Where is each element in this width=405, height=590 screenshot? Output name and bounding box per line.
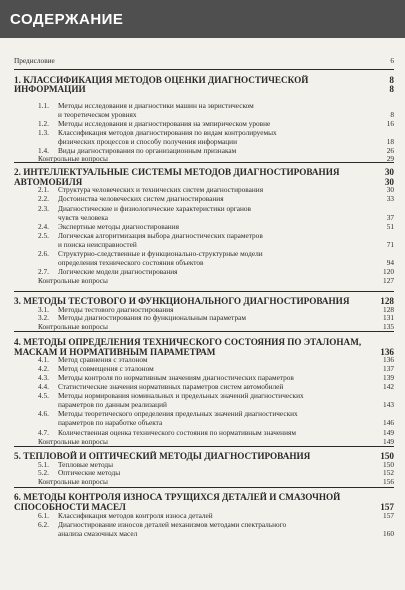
toc-entry-page: 142 bbox=[383, 382, 394, 391]
toc-entry bbox=[14, 111, 394, 119]
toc-entry-number: 3.2. bbox=[38, 313, 49, 322]
toc-entry-text: Методы исследования и диагностики машин на эвристическом bbox=[58, 102, 254, 110]
chapter-divider bbox=[14, 69, 394, 70]
toc-entry bbox=[14, 84, 394, 94]
toc-entry bbox=[14, 323, 394, 331]
toc-entry-text: Экспертные методы диагностирования bbox=[58, 223, 179, 231]
toc-entry-text: Методы исследования и диагностирования на эмпирическом уровне bbox=[58, 120, 271, 128]
toc-entry-number: 1.3. bbox=[38, 128, 49, 137]
toc-entry-number: 4.6. bbox=[38, 409, 49, 418]
chapter-divider bbox=[14, 331, 394, 332]
toc-entry bbox=[14, 383, 394, 391]
toc-entry bbox=[14, 102, 394, 110]
toc-entry-number: 2.5. bbox=[38, 231, 49, 240]
toc-entry-number: 1.1. bbox=[38, 101, 49, 110]
toc-entry bbox=[14, 167, 394, 177]
toc-entry-page: 149 bbox=[383, 437, 394, 446]
toc-entry-page: 156 bbox=[383, 477, 394, 486]
toc-entry bbox=[14, 492, 394, 502]
toc-entry-page: 8 bbox=[389, 75, 394, 85]
toc-entry-text: и теоретическом уровнях bbox=[58, 111, 137, 119]
toc-entry bbox=[14, 147, 394, 155]
toc-entry-text: Методы нормирования номинальных и предельных значений диагностических bbox=[58, 392, 304, 400]
toc-entry-text: определения технического состояния объектов bbox=[58, 259, 204, 267]
toc-entry bbox=[14, 365, 394, 373]
toc-entry-page: 146 bbox=[383, 418, 394, 427]
toc-entry-number: 1.4. bbox=[38, 146, 49, 155]
toc-entry-text: МАСКАМ И НОРМАТИВНЫМ ПАРАМЕТРАМ bbox=[14, 347, 216, 357]
toc-entry-page: 152 bbox=[383, 468, 394, 477]
toc-entry-page: 94 bbox=[386, 258, 394, 267]
toc-entry-page: 143 bbox=[383, 400, 394, 409]
toc-entry-text: Логические модели диагностирования bbox=[58, 268, 178, 276]
toc-entry-page: 137 bbox=[383, 364, 394, 373]
toc-entry-text: Структурно-следственные и функционально-структурные модели bbox=[58, 250, 263, 258]
toc-entry bbox=[14, 478, 394, 486]
toc-entry-page: 51 bbox=[386, 222, 394, 231]
toc-entry-number: 2.1. bbox=[38, 185, 49, 194]
toc-entry bbox=[14, 205, 394, 213]
toc-entry-page: 6 bbox=[390, 56, 394, 65]
toc-entry-number: 4.2. bbox=[38, 364, 49, 373]
toc-entry-text: физических процессов и способу получения информации bbox=[58, 138, 237, 146]
toc-entry-page: 157 bbox=[383, 511, 394, 520]
toc-entry bbox=[14, 356, 394, 364]
toc-entry bbox=[14, 223, 394, 231]
toc-entry-text: Тепловые методы bbox=[58, 461, 114, 469]
toc-entry bbox=[14, 186, 394, 194]
toc-entry bbox=[14, 521, 394, 529]
toc-entry-text: Количественная оценка технического состояния по нормативным значениям bbox=[58, 429, 296, 437]
toc-entry-page: 8 bbox=[390, 110, 394, 119]
toc-entry-page: 29 bbox=[386, 154, 394, 163]
toc-entry-text: 6. МЕТОДЫ КОНТРОЛЯ ИЗНОСА ТРУЩИХСЯ ДЕТАЛЕЙ И СМАЗОЧНОЙ bbox=[14, 492, 341, 502]
toc-entry bbox=[14, 429, 394, 437]
toc-entry-number: 5.2. bbox=[38, 468, 49, 477]
toc-entry-page: 136 bbox=[383, 355, 394, 364]
toc-entry-text: Диагностические и физиологические характеристики органов bbox=[58, 205, 251, 213]
toc-entry-number: 4.5. bbox=[38, 391, 49, 400]
toc-entry-page: 128 bbox=[383, 305, 394, 314]
toc-entry-number: 2.2. bbox=[38, 194, 49, 203]
toc-entry-number: 4.1. bbox=[38, 355, 49, 364]
toc-entry bbox=[14, 419, 394, 427]
toc-entry bbox=[14, 401, 394, 409]
toc-entry bbox=[14, 306, 394, 314]
toc-entry-page: 150 bbox=[383, 460, 394, 469]
toc-entry-number: 4.3. bbox=[38, 373, 49, 382]
toc-entry-text: Виды диагностирования по организационным признакам bbox=[58, 147, 237, 155]
toc-entry bbox=[14, 451, 394, 461]
toc-entry-text: Классификация методов контроля износа деталей bbox=[58, 512, 213, 520]
header-bar bbox=[0, 0, 405, 38]
toc-entry bbox=[14, 502, 394, 512]
toc-entry-text: Контрольные вопросы bbox=[38, 478, 108, 486]
toc-entry-page: 127 bbox=[383, 276, 394, 285]
toc-entry-text: анализа смазочных масел bbox=[58, 530, 138, 538]
toc-entry bbox=[14, 469, 394, 477]
toc-entry-page: 37 bbox=[386, 213, 394, 222]
toc-entry-page: 135 bbox=[383, 322, 394, 331]
toc-entry-text: Структура человеческих и технических систем диагностирования bbox=[58, 186, 264, 194]
toc-entry bbox=[14, 57, 394, 65]
toc-entry bbox=[14, 374, 394, 382]
toc-entry-page: 30 bbox=[386, 185, 394, 194]
toc-entry bbox=[14, 296, 394, 306]
toc-entry bbox=[14, 155, 394, 163]
toc-entry-text: Достоинства человеческих систем диагностирования bbox=[58, 195, 224, 203]
toc-entry-page: 8 bbox=[389, 84, 394, 94]
toc-entry-text: Контрольные вопросы bbox=[38, 155, 108, 163]
toc-entry-page: 136 bbox=[380, 347, 394, 357]
toc-entry-text: 4. МЕТОДЫ ОПРЕДЕЛЕНИЯ ТЕХНИЧЕСКОГО СОСТОЯНИЯ ПО ЭТАЛОНАМ, bbox=[14, 337, 362, 347]
toc-entry bbox=[14, 232, 394, 240]
toc-entry bbox=[14, 512, 394, 520]
toc-entry-text: параметров по наработке объекта bbox=[58, 419, 163, 427]
toc-entry bbox=[14, 138, 394, 146]
toc-entry-text: Контрольные вопросы bbox=[38, 323, 108, 331]
toc-entry-number: 1.2. bbox=[38, 119, 49, 128]
toc-entry-number: 6.1. bbox=[38, 511, 49, 520]
toc-entry-text: Предисловие bbox=[14, 57, 55, 65]
toc-entry bbox=[14, 530, 394, 538]
toc-entry-page: 30 bbox=[384, 177, 394, 187]
toc-entry bbox=[14, 277, 394, 285]
toc-entry-text: Методы теоретического определения предельных значений диагностических bbox=[58, 410, 298, 418]
toc-entry-page: 149 bbox=[383, 428, 394, 437]
toc-entry-page: 16 bbox=[386, 119, 394, 128]
toc-entry bbox=[14, 120, 394, 128]
toc-entry-page: 71 bbox=[386, 240, 394, 249]
chapter-divider bbox=[14, 291, 394, 292]
toc-entry-text: СПОСОБНОСТИ МАСЕЛ bbox=[14, 502, 126, 512]
toc-entry-text: 3. МЕТОДЫ ТЕСТОВОГО И ФУНКЦИОНАЛЬНОГО ДИАГНОСТИРОВАНИЯ bbox=[14, 296, 350, 306]
toc-entry bbox=[14, 259, 394, 267]
toc-entry-text: 1. КЛАССИФИКАЦИЯ МЕТОДОВ ОЦЕНКИ ДИАГНОСТИЧЕСКОЙ bbox=[14, 75, 309, 85]
toc-entry-text: Диагностирование износов деталей механизмов методами спектрального bbox=[58, 521, 287, 529]
chapter-divider bbox=[14, 446, 394, 447]
toc-entry-text: Логическая алгоритмизация выбора диагностических параметров bbox=[58, 232, 263, 240]
toc-entry-text: Метод совмещения с эталоном bbox=[58, 365, 154, 373]
toc-entry-number: 6.2. bbox=[38, 520, 49, 529]
toc-entry-text: Статистические значения нормативных параметров систем автомобилей bbox=[58, 383, 284, 391]
toc-entry bbox=[14, 410, 394, 418]
toc-entry-number: 4.4. bbox=[38, 382, 49, 391]
toc-entry-page: 26 bbox=[386, 146, 394, 155]
toc-entry-page: 120 bbox=[383, 267, 394, 276]
toc-entry-number: 3.1. bbox=[38, 305, 49, 314]
toc-entry bbox=[14, 214, 394, 222]
toc-entry-page: 150 bbox=[380, 451, 394, 461]
toc-entry-page: 128 bbox=[380, 296, 394, 306]
toc-entry bbox=[14, 314, 394, 322]
toc-entry-number: 2.4. bbox=[38, 222, 49, 231]
toc-entry bbox=[14, 241, 394, 249]
toc-entry-text: Метод сравнения с эталоном bbox=[58, 356, 148, 364]
toc-entry-text: чувств человека bbox=[58, 214, 108, 222]
toc-entry-page: 33 bbox=[386, 194, 394, 203]
toc-entry-page: 131 bbox=[383, 313, 394, 322]
toc-entry-text: Оптические методы bbox=[58, 469, 121, 477]
toc-entry bbox=[14, 438, 394, 446]
toc-entry-number: 2.6. bbox=[38, 249, 49, 258]
toc-entry-text: 5. ТЕПЛОВОЙ И ОПТИЧЕСКИЙ МЕТОДЫ ДИАГНОСТИРОВАНИЯ bbox=[14, 451, 311, 461]
chapter-divider bbox=[14, 487, 394, 488]
toc-entry-text: параметров по данным реализаций bbox=[58, 401, 167, 409]
toc-entry-text: 2. ИНТЕЛЛЕКТУАЛЬНЫЕ СИСТЕМЫ МЕТОДОВ ДИАГНОСТИРОВАНИЯ bbox=[14, 167, 340, 177]
page-title: СОДЕРЖАНИЕ bbox=[10, 11, 124, 28]
toc-entry-text: и поиска неисправностей bbox=[58, 241, 137, 249]
toc-entry bbox=[14, 129, 394, 137]
toc-entry bbox=[14, 392, 394, 400]
toc-entry-text: АВТОМОБИЛЯ bbox=[14, 177, 83, 187]
toc-entry bbox=[14, 461, 394, 469]
toc-entry-number: 4.7. bbox=[38, 428, 49, 437]
toc-entry-page: 18 bbox=[386, 137, 394, 146]
toc-entry-number: 5.1. bbox=[38, 460, 49, 469]
toc-entry bbox=[14, 195, 394, 203]
toc-entry-text: Контрольные вопросы bbox=[38, 438, 108, 446]
toc-entry-number: 2.7. bbox=[38, 267, 49, 276]
toc-entry-text: Классификация методов диагностирования по видам контролируемых bbox=[58, 129, 277, 137]
toc-entry-page: 160 bbox=[383, 529, 394, 538]
toc-entry-text: Методы тестового диагностирования bbox=[58, 306, 174, 314]
toc-entry-page: 139 bbox=[383, 373, 394, 382]
toc-entry-page: 30 bbox=[384, 167, 394, 177]
toc-entry bbox=[14, 250, 394, 258]
toc-entry-page: 157 bbox=[380, 502, 394, 512]
toc-entry bbox=[14, 337, 394, 347]
toc-entry-number: 2.3. bbox=[38, 204, 49, 213]
toc-entry-text: ИНФОРМАЦИИ bbox=[14, 84, 86, 94]
toc-entry bbox=[14, 268, 394, 276]
toc-entry-text: Методы диагностирования по функциональным параметрам bbox=[58, 314, 246, 322]
toc-entry-text: Методы контроля по нормативным значениям диагностических параметров bbox=[58, 374, 294, 382]
toc-entry-text: Контрольные вопросы bbox=[38, 277, 108, 285]
